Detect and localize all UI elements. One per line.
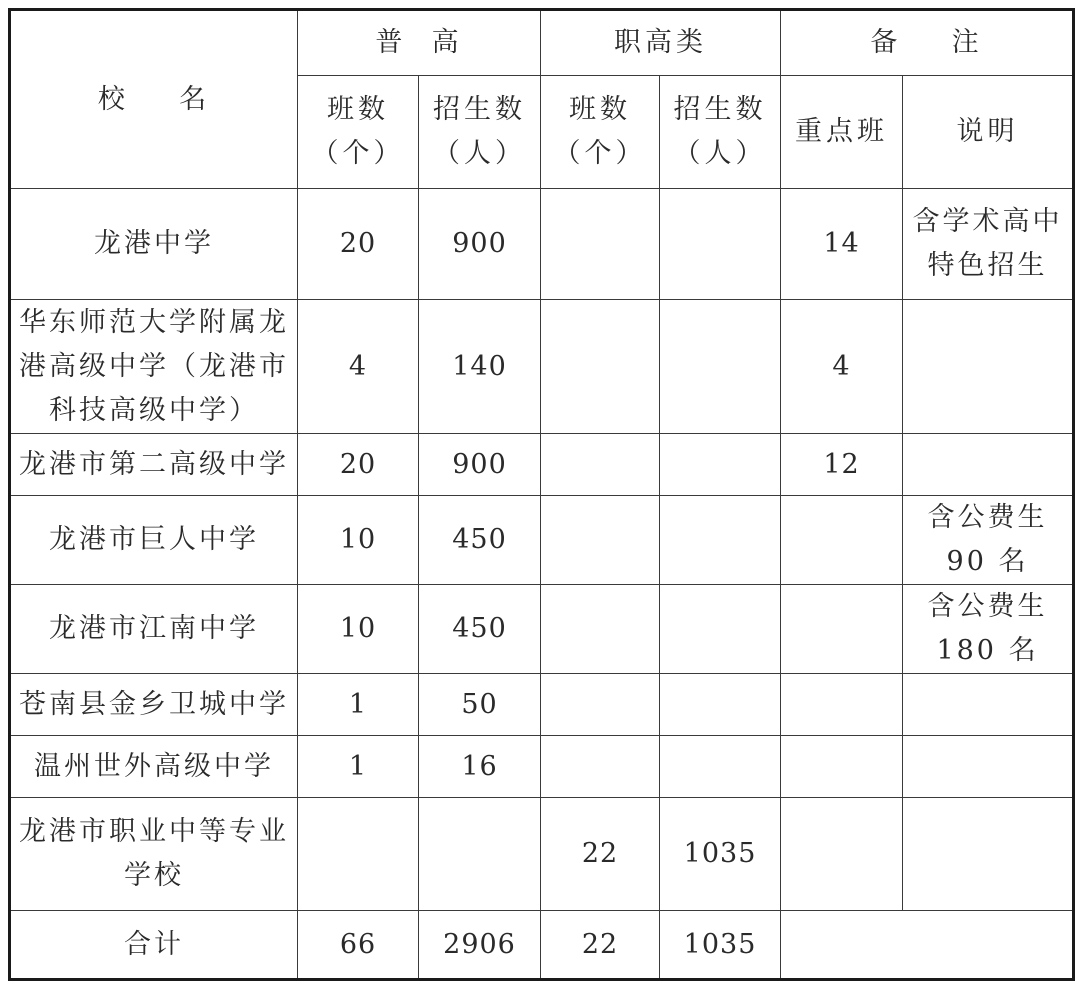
header-general-high: 普 高 [298, 10, 541, 76]
voc-classes-cell [541, 189, 660, 300]
total-remarks-empty [781, 911, 1074, 980]
voc-enroll-cell [660, 189, 781, 300]
gen-classes-cell [298, 798, 419, 911]
voc-classes-cell [541, 300, 660, 434]
total-row [10, 911, 1074, 980]
gen-enroll-cell: 900 [419, 189, 541, 300]
header-voc-enroll: 招生数 （人） [660, 76, 781, 189]
total-voc-classes: 22 [541, 911, 660, 980]
enrollment-table [8, 8, 1075, 981]
school-name-line: 龙港市巨人中学 [49, 524, 259, 555]
voc-classes-cell [541, 736, 660, 798]
voc-enroll-cell [660, 300, 781, 434]
gen-classes-cell: 1 [298, 736, 419, 798]
table-row [10, 674, 1074, 736]
table-row [10, 496, 1074, 585]
table-row [10, 585, 1074, 674]
voc-enroll-cell [660, 674, 781, 736]
voc-enroll-cell: 1035 [660, 798, 781, 911]
school-name-cell [10, 434, 298, 496]
header-key-classes: 重点班 [781, 76, 903, 189]
gen-classes-cell: 20 [298, 434, 419, 496]
gen-enroll-cell: 50 [419, 674, 541, 736]
table-row [10, 300, 1074, 434]
total-voc-enroll: 1035 [660, 911, 781, 980]
notes-cell [903, 300, 1074, 434]
notes-cell [903, 585, 1074, 674]
school-name-line: 科技高级中学） [49, 394, 259, 426]
total-label: 合计 [10, 911, 298, 980]
school-name-line: 温州世外高级中学 [34, 750, 274, 782]
header-vocational: 职高类 [541, 10, 781, 76]
header-row-top [10, 10, 1074, 76]
total-gen-classes: 66 [298, 911, 419, 980]
voc-enroll-cell [660, 434, 781, 496]
gen-enroll-cell: 450 [419, 585, 541, 674]
school-name-line: 学校 [124, 860, 184, 891]
gen-enroll-cell: 140 [419, 300, 541, 434]
gen-classes-cell: 1 [298, 674, 419, 736]
table-row [10, 798, 1074, 911]
voc-classes-cell [541, 496, 660, 585]
key-classes-cell: 12 [781, 434, 903, 496]
key-classes-cell [781, 798, 903, 911]
school-name-line: 龙港市江南中学 [49, 613, 259, 644]
notes-line: 含学术高中 [912, 206, 1063, 237]
key-classes-cell [781, 585, 903, 674]
voc-enroll-cell [660, 585, 781, 674]
notes-cell [903, 798, 1074, 911]
gen-enroll-cell [419, 798, 541, 911]
key-classes-cell: 14 [781, 189, 903, 300]
school-name-cell [10, 585, 298, 674]
voc-enroll-cell [660, 496, 781, 585]
total-gen-enroll: 2906 [419, 911, 541, 980]
notes-line: 特色招生 [927, 250, 1048, 281]
notes-line: 90 名 [946, 546, 1029, 577]
key-classes-cell: 4 [781, 300, 903, 434]
school-name-line: 苍南县金乡卫城中学 [19, 688, 289, 720]
voc-classes-cell: 22 [541, 798, 660, 911]
school-name-line: 龙港市职业中等专业 [19, 816, 289, 847]
header-notes: 说明 [903, 76, 1074, 189]
key-classes-cell [781, 674, 903, 736]
notes-cell [903, 736, 1074, 798]
table-row [10, 736, 1074, 798]
header-school-name: 校 名 [10, 10, 298, 189]
school-name-cell [10, 798, 298, 911]
notes-line: 180 名 [936, 635, 1039, 666]
header-voc-classes: 班数 （个） [541, 76, 660, 189]
key-classes-cell [781, 736, 903, 798]
voc-enroll-cell [660, 736, 781, 798]
school-name-line: 华东师范大学附属龙 [19, 306, 289, 338]
school-name-cell [10, 674, 298, 736]
school-name-cell [10, 496, 298, 585]
notes-cell [903, 189, 1074, 300]
school-name-line: 龙港市第二高级中学 [19, 448, 289, 480]
gen-enroll-cell: 900 [419, 434, 541, 496]
voc-classes-cell [541, 674, 660, 736]
key-classes-cell [781, 496, 903, 585]
school-name-line: 港高级中学（龙港市 [19, 350, 289, 382]
header-gen-classes: 班数 （个） [298, 76, 419, 189]
school-name-cell [10, 736, 298, 798]
notes-cell [903, 674, 1074, 736]
voc-classes-cell [541, 585, 660, 674]
notes-line: 含公费生 [927, 502, 1048, 533]
gen-enroll-cell: 16 [419, 736, 541, 798]
table-row [10, 434, 1074, 496]
voc-classes-cell [541, 434, 660, 496]
school-name-cell [10, 189, 298, 300]
gen-classes-cell: 10 [298, 496, 419, 585]
school-name-line: 龙港中学 [94, 228, 214, 259]
gen-enroll-cell: 450 [419, 496, 541, 585]
gen-classes-cell: 20 [298, 189, 419, 300]
gen-classes-cell: 10 [298, 585, 419, 674]
school-name-cell [10, 300, 298, 434]
table-row [10, 189, 1074, 300]
notes-cell [903, 434, 1074, 496]
header-remarks: 备 注 [781, 10, 1074, 76]
header-gen-enroll: 招生数 （人） [419, 76, 541, 189]
notes-cell [903, 496, 1074, 585]
gen-classes-cell: 4 [298, 300, 419, 434]
notes-line: 含公费生 [927, 591, 1048, 622]
